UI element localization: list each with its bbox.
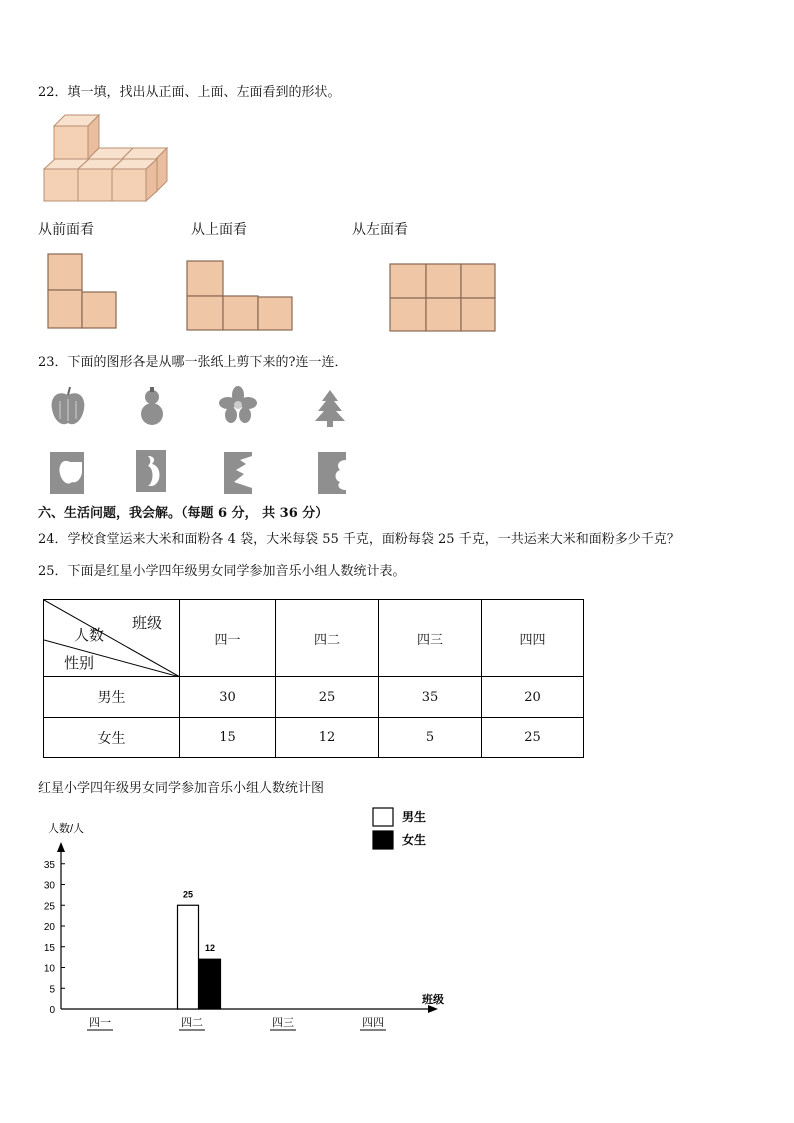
paper-with-flower-hole-icon	[316, 450, 348, 496]
table-cell: 5	[379, 718, 482, 758]
top-view-shape	[185, 259, 295, 334]
y-tick-label: 35	[43, 859, 55, 871]
view-label-front: 从前面看	[38, 222, 94, 238]
q23-text: 23．下面的图形各是从哪一张纸上剪下来的?连一连．	[38, 355, 348, 370]
q24-text: 24．学校食堂运来大米和面粉各 4 袋，大米每袋 55 千克，面粉每袋 25 千克，一共运来大米和面粉多少千克？	[38, 532, 680, 547]
col-header: 四三	[379, 600, 482, 677]
row-label: 女生	[44, 718, 180, 758]
y-tick-label: 0	[49, 1005, 55, 1016]
y-tick-label: 20	[43, 922, 55, 933]
left-view-shape	[388, 262, 498, 334]
y-tick-label: 5	[49, 984, 55, 996]
y-axis-label: 人数/人	[48, 823, 85, 835]
y-tick-label: 30	[43, 880, 55, 892]
y-tick-label: 25	[43, 901, 55, 913]
chart-title: 红星小学四年级男女同学参加音乐小组人数统计图	[38, 781, 325, 796]
x-tick-label: 四一	[89, 1017, 111, 1029]
paper-with-tree-hole-icon	[222, 450, 254, 496]
q25-text: 25．下面是红星小学四年级男女同学参加音乐小组人数统计表。	[38, 564, 406, 579]
col-header: 四四	[482, 600, 584, 677]
x-tick-label: 四四	[362, 1017, 384, 1029]
bar-chart	[30, 800, 470, 1040]
front-view-shape	[46, 252, 120, 332]
col-header: 四一	[180, 600, 276, 677]
stat-table	[43, 599, 584, 758]
table-cell: 30	[180, 677, 276, 718]
col-header: 四二	[276, 600, 379, 677]
table-cell: 20	[482, 677, 584, 718]
legend-swatch	[373, 808, 393, 826]
view-label-top: 从上面看	[191, 222, 247, 238]
header-gender-label: 性别	[64, 654, 95, 672]
q22-text: 22．填一填，找出从正面、上面、左面看到的形状。	[38, 85, 341, 100]
bar-value-label: 12	[204, 943, 216, 954]
section6-heading: 六、生活问题，我会解。（每题 6 分， 共 36 分）	[38, 506, 329, 521]
paper-with-gourd-hole-icon	[134, 448, 168, 494]
cube-stack-figure	[40, 110, 175, 205]
table-cell: 12	[276, 718, 379, 758]
bar	[178, 905, 199, 1009]
row-label: 男生	[44, 677, 180, 718]
bar-value-label: 25	[182, 889, 194, 900]
legend-label: 女生	[402, 833, 427, 847]
table-cell: 25	[482, 718, 584, 758]
gourd-cutout-icon	[134, 385, 170, 429]
bar	[200, 959, 221, 1009]
header-count-label: 人数	[74, 626, 105, 644]
diagonal-header-cell	[44, 600, 180, 677]
legend-swatch	[373, 831, 393, 849]
table-cell: 35	[379, 677, 482, 718]
header-class-label: 班级	[132, 614, 163, 632]
y-tick-label: 10	[43, 963, 55, 975]
flower-cutout-icon	[218, 385, 258, 425]
apple-cutout-icon	[48, 385, 88, 429]
x-axis-label: 班级	[422, 994, 444, 1006]
tree-cutout-icon	[313, 388, 347, 428]
table-cell: 15	[180, 718, 276, 758]
x-axis-arrow	[428, 1005, 438, 1013]
table-cell: 25	[276, 677, 379, 718]
y-tick-label: 15	[43, 942, 55, 954]
x-tick-label: 四二	[181, 1017, 203, 1029]
x-tick-label: 四三	[272, 1017, 294, 1029]
paper-with-apple-hole-icon	[48, 450, 86, 496]
y-axis-arrow	[57, 842, 65, 852]
legend-label: 男生	[402, 810, 427, 824]
view-label-left: 从左面看	[352, 222, 408, 238]
